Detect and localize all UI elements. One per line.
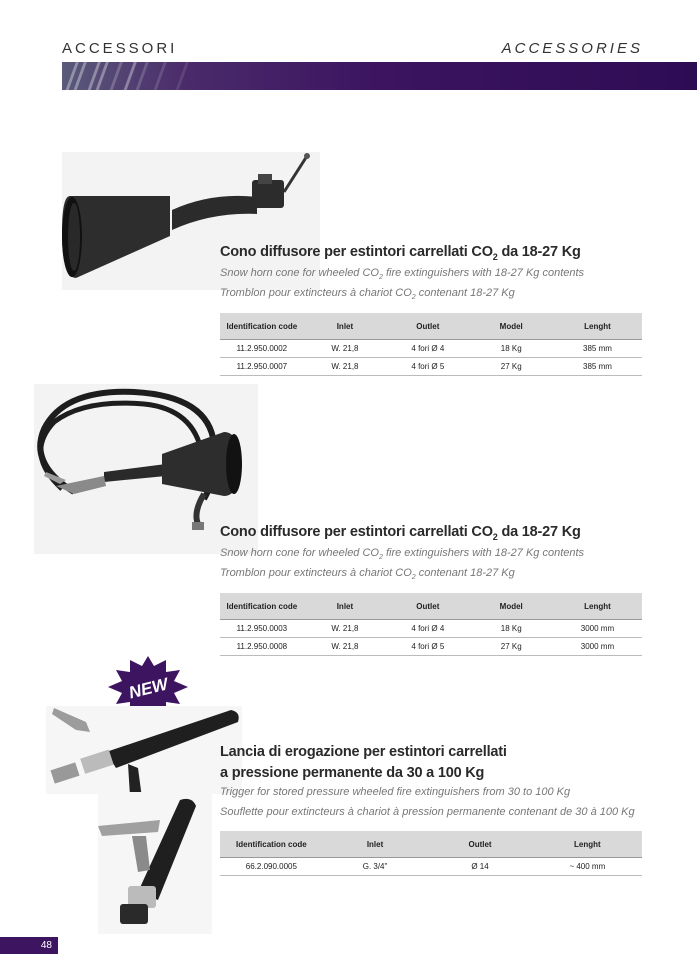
table-cell: 27 Kg — [470, 638, 553, 656]
table-cell: 3000 mm — [553, 620, 642, 638]
table-cell: 385 mm — [553, 340, 642, 358]
col-header: Outlet — [427, 831, 532, 858]
table-cell: W. 21,8 — [304, 358, 386, 376]
table-cell: 4 fori Ø 5 — [386, 638, 469, 656]
spec-table — [220, 313, 642, 376]
product-description-en: Trigger for stored pressure wheeled fire extinguishers from 30 to 100 Kg — [220, 786, 571, 798]
product-title: Cono diffusore per estintori carrellati $CO_2$ da 18-27 Kg — [220, 244, 581, 262]
table-row — [220, 858, 642, 876]
table-cell: W. 21,8 — [304, 340, 386, 358]
table-cell: 4 fori Ø 4 — [386, 340, 469, 358]
table-cell: W. 21,8 — [304, 620, 386, 638]
col-header: Model — [470, 593, 553, 620]
table-cell: Ø 14 — [427, 858, 532, 876]
new-badge-label: NEW — [126, 674, 170, 703]
col-header: Model — [470, 313, 553, 340]
col-header: Lenght — [553, 313, 642, 340]
section-title-it: ACCESSORI — [62, 40, 178, 57]
table-cell: 385 mm — [553, 358, 642, 376]
col-header: Identification code — [220, 831, 323, 858]
table-cell: 4 fori Ø 4 — [386, 620, 469, 638]
product-description-fr: Souflette pour extincteurs à chariot à pression permanente contenant de 30 à 100 Kg — [220, 806, 635, 818]
col-header: Lenght — [533, 831, 642, 858]
table-cell: 11.2.950.0003 — [220, 620, 304, 638]
header-band — [62, 62, 697, 90]
table-cell: 11.2.950.0008 — [220, 638, 304, 656]
table-cell: 18 Kg — [470, 620, 553, 638]
product-title-line1: Lancia di erogazione per estintori carrellati — [220, 744, 507, 760]
product-description-en: Snow horn cone for wheeled $CO_2$ fire extinguishers with 18-27 Kg contents — [220, 267, 585, 282]
col-header: Identification code — [220, 313, 304, 340]
table-cell: ~ 400 mm — [533, 858, 642, 876]
col-header: Outlet — [386, 593, 469, 620]
table-cell: 18 Kg — [470, 340, 553, 358]
col-header: Inlet — [323, 831, 428, 858]
col-header: Identification code — [220, 593, 304, 620]
table-row — [220, 620, 642, 638]
col-header: Lenght — [553, 593, 642, 620]
table-cell: 66.2.090.0005 — [220, 858, 323, 876]
table-cell: 11.2.950.0002 — [220, 340, 304, 358]
product-description-fr: Tromblon pour extincteurs à chariot $CO_2$ contenant 18-27 Kg — [220, 287, 515, 302]
table-row — [220, 638, 642, 656]
table-cell: W. 21,8 — [304, 638, 386, 656]
col-header: Outlet — [386, 313, 469, 340]
product-image-trigger-lance — [46, 706, 242, 794]
product-title: Cono diffusore per estintori carrellati $CO_2$ da 18-27 Kg — [220, 524, 581, 542]
table-cell: 3000 mm — [553, 638, 642, 656]
table-cell: G. 3/4" — [323, 858, 428, 876]
table-cell: 11.2.950.0007 — [220, 358, 304, 376]
spec-table — [220, 593, 642, 656]
table-row — [220, 340, 642, 358]
product-image-trigger-lance-alt — [98, 792, 212, 934]
col-header: Inlet — [304, 593, 386, 620]
table-cell: 4 fori Ø 5 — [386, 358, 469, 376]
table-cell: 27 Kg — [470, 358, 553, 376]
section-title-en: ACCESSORIES — [501, 40, 643, 57]
col-header: Inlet — [304, 313, 386, 340]
table-row — [220, 358, 642, 376]
product-title-line2: a pressione permanente da 30 a 100 Kg — [220, 765, 485, 781]
spec-table — [220, 831, 642, 876]
product-description-en: Snow horn cone for wheeled $CO_2$ fire extinguishers with 18-27 Kg contents — [220, 547, 585, 562]
page-number: 48 — [0, 937, 58, 954]
product-description-fr: Tromblon pour extincteurs à chariot $CO_2$ contenant 18-27 Kg — [220, 567, 515, 582]
